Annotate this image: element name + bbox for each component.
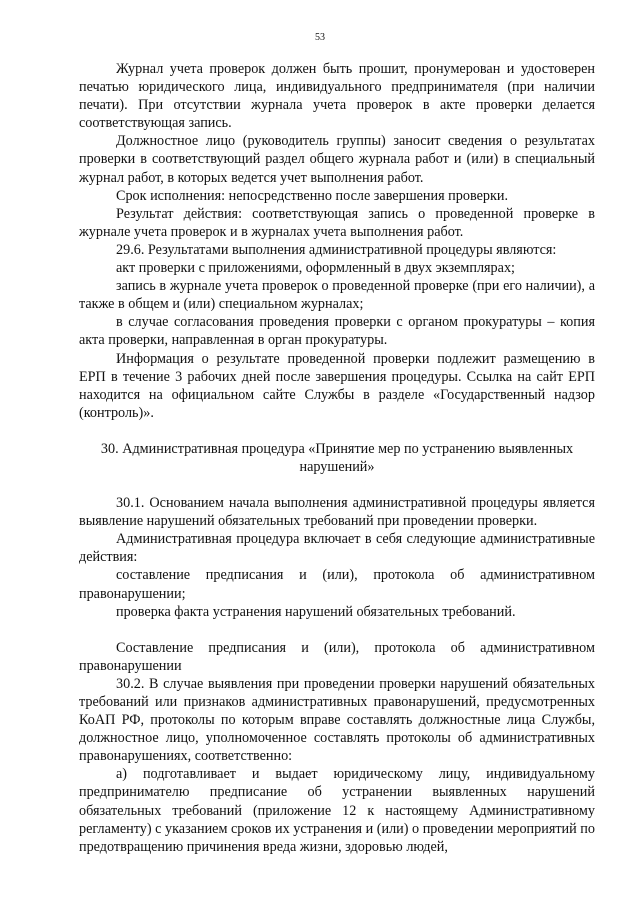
paragraph: Административная процедура включает в себя следующие административные действия: (79, 531, 595, 566)
page-number: 53 (315, 32, 325, 43)
subsection-title: Составление предписания и (или), протокола об административном правонарушении (79, 639, 595, 674)
list-item: проверка факта устранения нарушений обязательных требований. (116, 603, 516, 620)
paragraph: 30.1. Основанием начала выполнения административной процедуры является выявление нарушений обязательных требований при проведении проверки. (79, 495, 595, 530)
list-item: запись в журнале учета проверок о проведенной проверке (при его наличии), а также в общем и (или) специальном журналах; (79, 278, 595, 313)
paragraph: Должностное лицо (руководитель группы) заносит сведения о результатах проверки в соответствующий раздел общего журнала работ и (или) в специальный журнал работ, в которых ведется учет выполнения работ. (79, 133, 595, 186)
paragraph: Информация о результате проведенной проверки подлежит размещению в ЕРП в течение 3 рабочих дней после завершения процедуры. Ссылка на сайт ЕРП находится на официальном сайте Службы в разделе «Государственный надзор (контроль)». (79, 350, 595, 421)
list-item: составление предписания и (или), протокола об административном правонарушении; (79, 567, 595, 602)
page-body (79, 60, 595, 856)
list-item: в случае согласования проведения проверки с органом прокуратуры – копия акта проверки, направленная в орган прокуратуры. (79, 314, 595, 349)
list-item: акт проверки с приложениями, оформленный в двух экземплярах; (116, 260, 515, 277)
paragraph: 29.6. Результатами выполнения административной процедуры являются: (116, 241, 557, 258)
section-heading: 30. Административная процедура «Принятие мер по устранению выявленных нарушений» (100, 440, 574, 475)
paragraph: 30.2. В случае выявления при проведении проверки нарушений обязательных требований или признаков административных правонарушений, предусмотренных КоАП РФ, протоколы по которым вправе составлять должностные лица Службы, должностное лицо, уполномоченное составлять протоколы об административных правонарушениях, соответственно: (79, 675, 595, 765)
paragraph: Результат действия: соответствующая запись о проведенной проверке в журнале учета проверок и в журналах учета выполнения работ. (79, 205, 595, 240)
paragraph: Срок исполнения: непосредственно после завершения проверки. (116, 187, 508, 204)
paragraph: Журнал учета проверок должен быть прошит, пронумерован и удостоверен печатью юридического лица, индивидуального предпринимателя (при наличии печати). При отсутствии журнала учета проверок в акте проверки делается соответствующая запись. (79, 61, 595, 132)
paragraph: а) подготавливает и выдает юридическому лицу, индивидуальному предпринимателю предписание об устранении выявленных нарушений обязательных требований (приложение 12 к настоящему Административному регламенту) с указанием сроков их устранения и (или) о проведении мероприятий по предотвращению причинения вреда жизни, здоровью людей, (79, 766, 595, 855)
